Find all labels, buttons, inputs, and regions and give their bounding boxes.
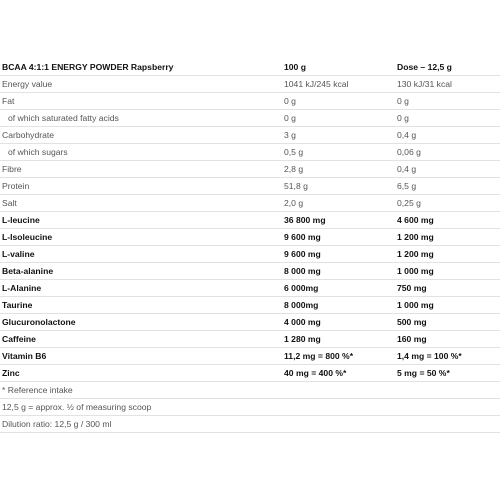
table-row [0, 110, 500, 127]
note-text: 12,5 g = approx. ½ of measuring scoop [2, 402, 152, 412]
per-dose-value: 1 000 mg [397, 300, 434, 310]
per-dose-value: 4 600 mg [397, 215, 434, 225]
per-100g-value: 9 600 mg [284, 249, 321, 259]
nutrient-label: Fibre [2, 164, 22, 174]
table-row [0, 331, 500, 348]
note-row [0, 399, 500, 416]
table-row [0, 297, 500, 314]
per-100g-value: 1 280 mg [284, 334, 321, 344]
per-dose-value: 1 200 mg [397, 232, 434, 242]
nutrient-label: Protein [2, 181, 30, 191]
nutrient-label: of which sugars [8, 147, 68, 157]
note-row [0, 416, 500, 433]
per-dose-value: 750 mg [397, 283, 427, 293]
per-100g-value: 2,8 g [284, 164, 304, 174]
per-100g-value: 2,0 g [284, 198, 304, 208]
note-text: * Reference intake [2, 385, 73, 395]
nutrient-label: Salt [2, 198, 17, 208]
per-100g-value: 51,8 g [284, 181, 308, 191]
per-100g-value: 0 g [284, 113, 296, 123]
per-dose-value: 0 g [397, 96, 409, 106]
per-dose-value: 130 kJ/31 kcal [397, 79, 452, 89]
per-100g-value: 9 600 mg [284, 232, 321, 242]
per-dose-value: 0,4 g [397, 164, 417, 174]
table-row [0, 178, 500, 195]
per-100g-value: 4 000 mg [284, 317, 321, 327]
note-row [0, 382, 500, 399]
nutrient-label: Energy value [2, 79, 53, 89]
table-notes [0, 382, 500, 433]
per-dose-value: 1,4 mg = 100 %* [397, 351, 462, 361]
table-row [0, 127, 500, 144]
table-row [0, 195, 500, 212]
per-100g-value: 11,2 mg = 800 %* [284, 351, 354, 361]
per-100g-value: 3 g [284, 130, 296, 140]
per-dose-value: 0 g [397, 113, 409, 123]
table-row [0, 229, 500, 246]
table-row [0, 76, 500, 93]
nutrient-label: L-Isoleucine [2, 232, 53, 242]
nutrition-table [0, 59, 500, 433]
table-row [0, 348, 500, 365]
per-dose-value: 0,25 g [397, 198, 421, 208]
nutrient-label: Zinc [2, 368, 20, 378]
per-100g-value: 1041 kJ/245 kcal [284, 79, 349, 89]
nutrient-label: Caffeine [2, 334, 36, 344]
table-body [0, 76, 500, 382]
nutrient-label: L-leucine [2, 215, 40, 225]
nutrient-label: L-valine [2, 249, 35, 259]
per-dose-value: 500 mg [397, 317, 427, 327]
per-dose-value: 1 200 mg [397, 249, 434, 259]
per-100g-value: 36 800 mg [284, 215, 326, 225]
nutrient-label: L-Alanine [2, 283, 42, 293]
per-dose-value: 0,06 g [397, 147, 421, 157]
nutrient-label: Vitamin B6 [2, 351, 47, 361]
per-dose-value: 5 mg = 50 %* [397, 368, 450, 378]
per-dose-header: Dose – 12,5 g [397, 62, 452, 72]
nutrient-label: Taurine [2, 300, 33, 310]
note-text: Dilution ratio: 12,5 g / 300 ml [2, 419, 112, 429]
per-100g-value: 0,5 g [284, 147, 304, 157]
nutrient-label: Fat [2, 96, 15, 106]
per-100g-value: 0 g [284, 96, 296, 106]
table-row [0, 263, 500, 280]
table-row [0, 280, 500, 297]
nutrient-label: Carbohydrate [2, 130, 55, 140]
table-row [0, 144, 500, 161]
per-100g-value: 40 mg = 400 %* [284, 368, 347, 378]
per-100g-value: 8 000 mg [284, 266, 321, 276]
nutrient-label: Glucuronolactone [2, 317, 76, 327]
per-dose-value: 6,5 g [397, 181, 417, 191]
table-row [0, 212, 500, 229]
per-100g-value: 6 000mg [284, 283, 319, 293]
per-dose-value: 1 000 mg [397, 266, 434, 276]
table-row [0, 314, 500, 331]
per-100g-header: 100 g [284, 62, 306, 72]
per-dose-value: 0,4 g [397, 130, 417, 140]
per-dose-value: 160 mg [397, 334, 427, 344]
nutrient-label: Beta-alanine [2, 266, 54, 276]
product-name-header: BCAA 4:1:1 ENERGY POWDER Rapsberry [2, 62, 174, 72]
table-row [0, 93, 500, 110]
table-header-row [0, 59, 500, 76]
table-row [0, 161, 500, 178]
table-row [0, 365, 500, 382]
per-100g-value: 8 000mg [284, 300, 319, 310]
nutrient-label: of which saturated fatty acids [8, 113, 119, 123]
table-row [0, 246, 500, 263]
